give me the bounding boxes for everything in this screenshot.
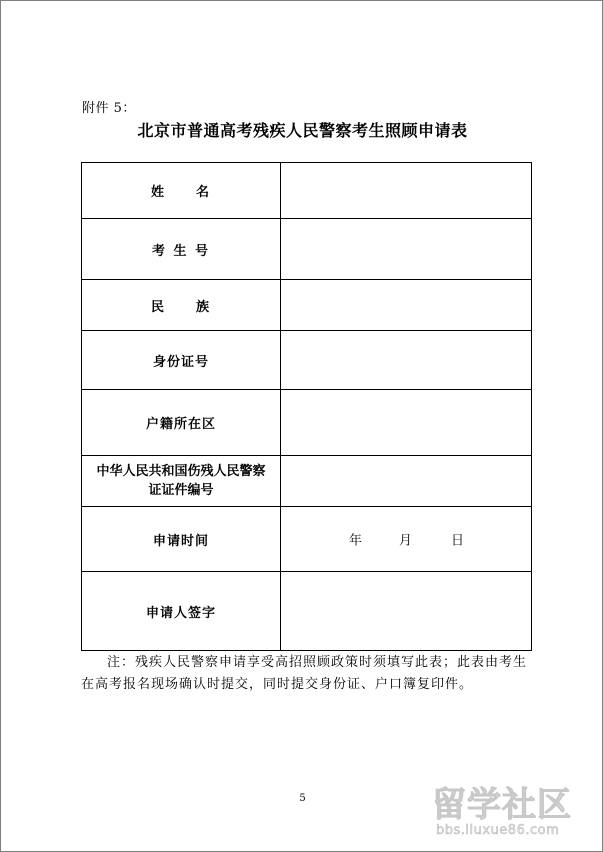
watermark-url: bbs.liuxue86.com [436,823,560,838]
form-row-application-date [82,507,532,572]
form-note: 注：残疾人民警察申请享受高招照顾政策时须填写此表；此表由考生在高考报名现场确认时提交，同时提交身份证、户口簿复印件。 [81,655,528,692]
form-row-name [82,163,532,219]
name-field[interactable] [281,163,532,219]
watermark-logo-text: 留学社区 [432,785,572,825]
exam-number-field[interactable] [281,219,532,280]
signature-field[interactable] [281,572,532,651]
id-number-label: 身份证号 [82,331,281,390]
police-certificate-label-line1: 中华人民共和国伤残人民警察 [96,464,266,479]
application-date-label: 申请时间 [82,507,281,572]
page-number: 5 [299,793,306,804]
attachment-label: 附件 5： [82,101,136,116]
date-month-label: 月 [399,533,413,549]
date-year-label: 年 [349,533,363,549]
signature-label: 申请人签字 [82,572,281,651]
form-row-signature [82,572,532,651]
exam-number-label: 考 生 号 [82,219,281,280]
police-certificate-label-line2: 证证件编号 [148,483,214,498]
application-form-table [81,162,532,651]
date-day-label: 日 [451,533,465,549]
police-certificate-field[interactable] [281,456,532,507]
household-district-field[interactable] [281,390,532,456]
police-certificate-label [82,456,281,507]
form-row-household-district [82,390,532,456]
name-label: 姓 名 [82,163,281,219]
form-row-exam-number [82,219,532,280]
form-row-ethnicity [82,280,532,331]
application-date-field[interactable] [281,507,532,572]
ethnicity-field[interactable] [281,280,532,331]
household-district-label: 户籍所在区 [82,390,281,456]
id-number-field[interactable] [281,331,532,390]
ethnicity-label: 民 族 [82,280,281,331]
document-title: 北京市普通高考残疾人民警察考生照顾申请表 [137,121,468,140]
form-row-id-number [82,331,532,390]
site-watermark [426,777,591,847]
form-row-police-certificate [82,456,532,507]
